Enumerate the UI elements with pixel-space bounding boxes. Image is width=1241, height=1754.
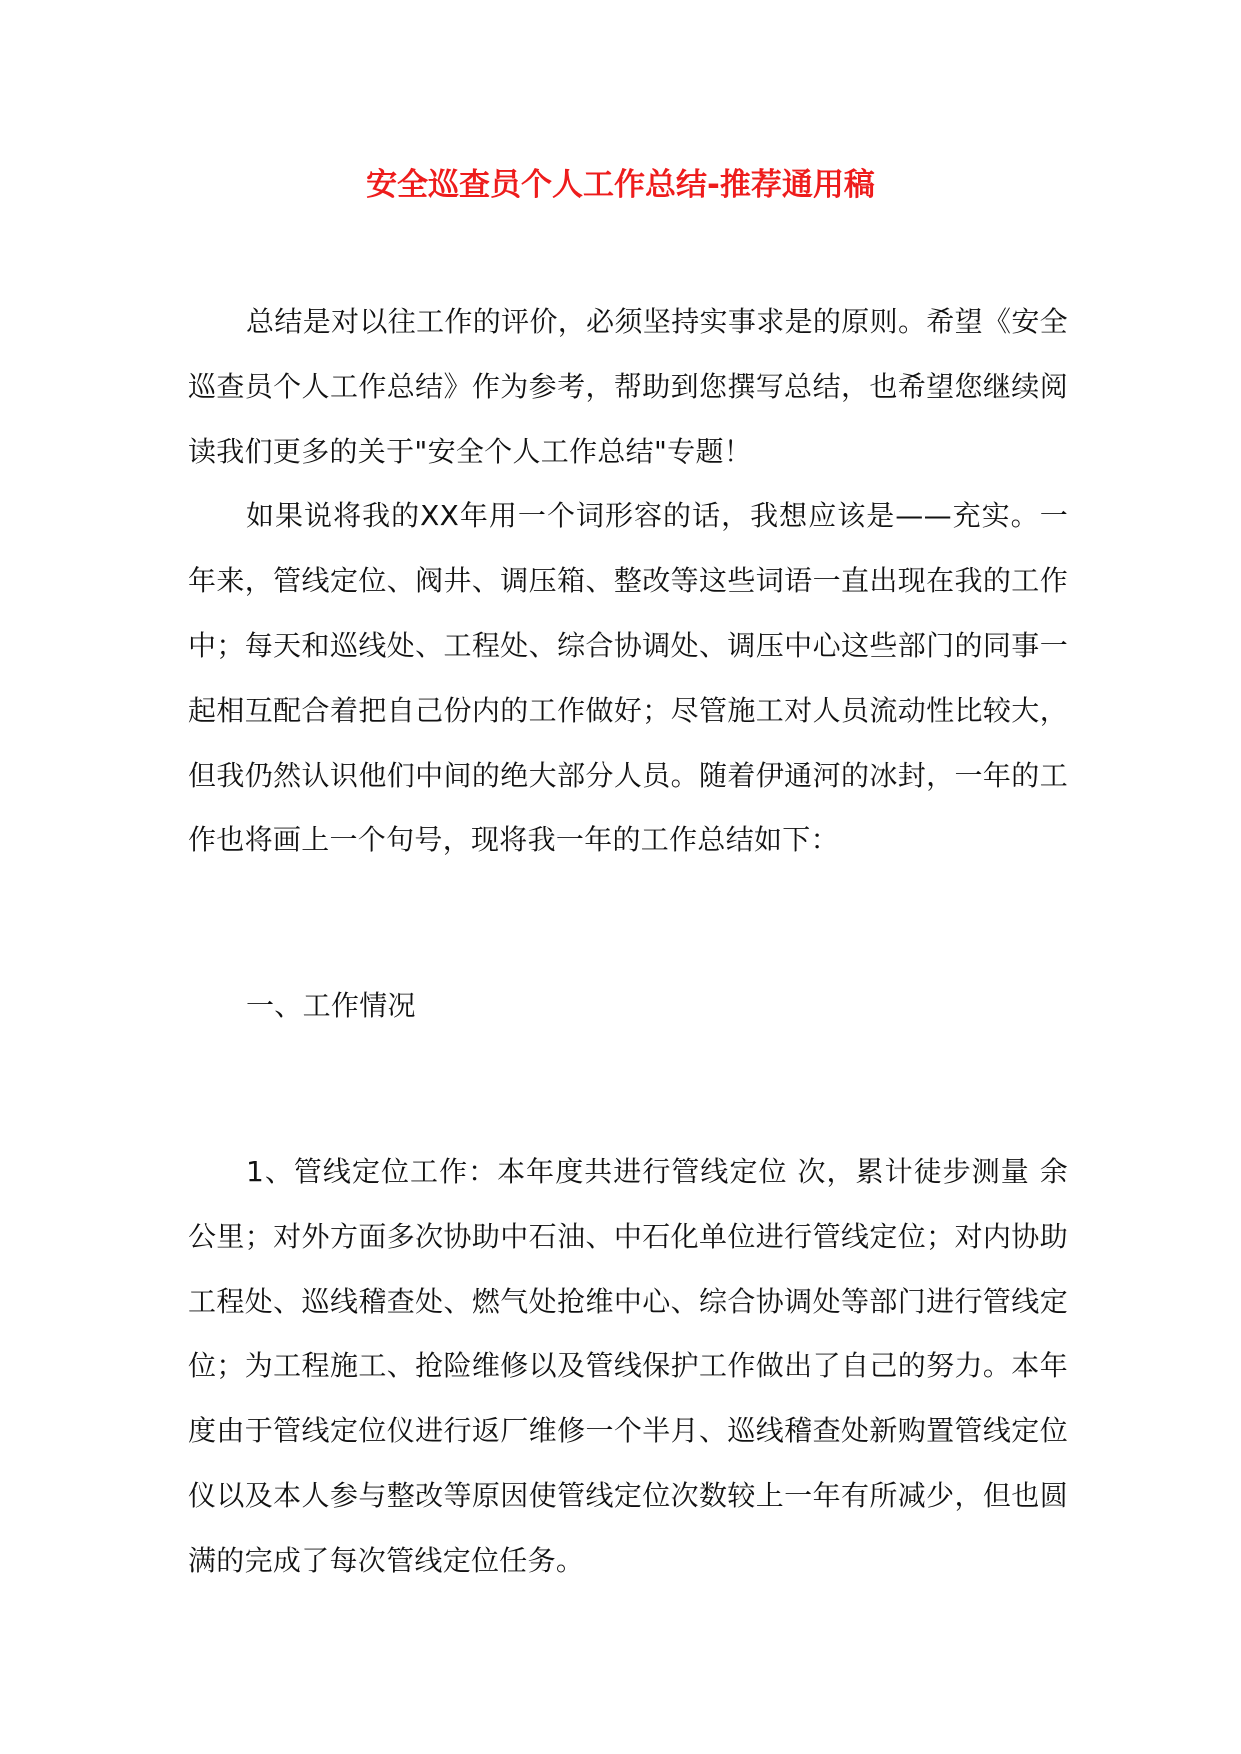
paragraph-intro: 总结是对以往工作的评价，必须坚持实事求是的原则。希望《安全巡查员个人工作总结》作为参考，帮助到您撰写总结，也希望您继续阅读我们更多的关于"安全个人工作总结"专题！ — [188, 305, 1068, 468]
section-heading-work: 一、工作情况 — [246, 989, 416, 1023]
document-body — [188, 290, 1068, 1594]
paragraph-pipeline-locating: 1、管线定位工作：本年度共进行管线定位 次，累计徒步测量 余公里；对外方面多次协助中石油、中石化单位进行管线定位；对内协助工程处、巡线稽查处、燃气处抢维中心、综合协调处等部门进行管线定位；为工程施工、抢险维修以及管线保护工作做出了自己的努力。本年度由于管线定位仪进行返厂维修一个半月、巡线稽查处新购置管线定位仪以及本人参与整改等原因使管线定位次数较上一年有所减少，但也圆满的完成了每次管线定位任务。 — [188, 1154, 1068, 1577]
document-title: 安全巡查员个人工作总结-推荐通用稿 — [366, 167, 875, 203]
paragraph-gap — [188, 873, 1068, 974]
paragraph-gap — [188, 1039, 1068, 1140]
paragraph-summary-opening: 如果说将我的XX年用一个词形容的话，我想应该是——充实。一年来，管线定位、阀井、调压箱、整改等这些词语一直出现在我的工作中；每天和巡线处、工程处、综合协调处、调压中心这些部门的同事一起相互配合着把自己份内的工作做好；尽管施工对人员流动性比较大，但我仍然认识他们中间的绝大部分人员。随着伊通河的冰封，一年的工作也将画上一个句号，现将我一年的工作总结如下： — [188, 499, 1068, 857]
